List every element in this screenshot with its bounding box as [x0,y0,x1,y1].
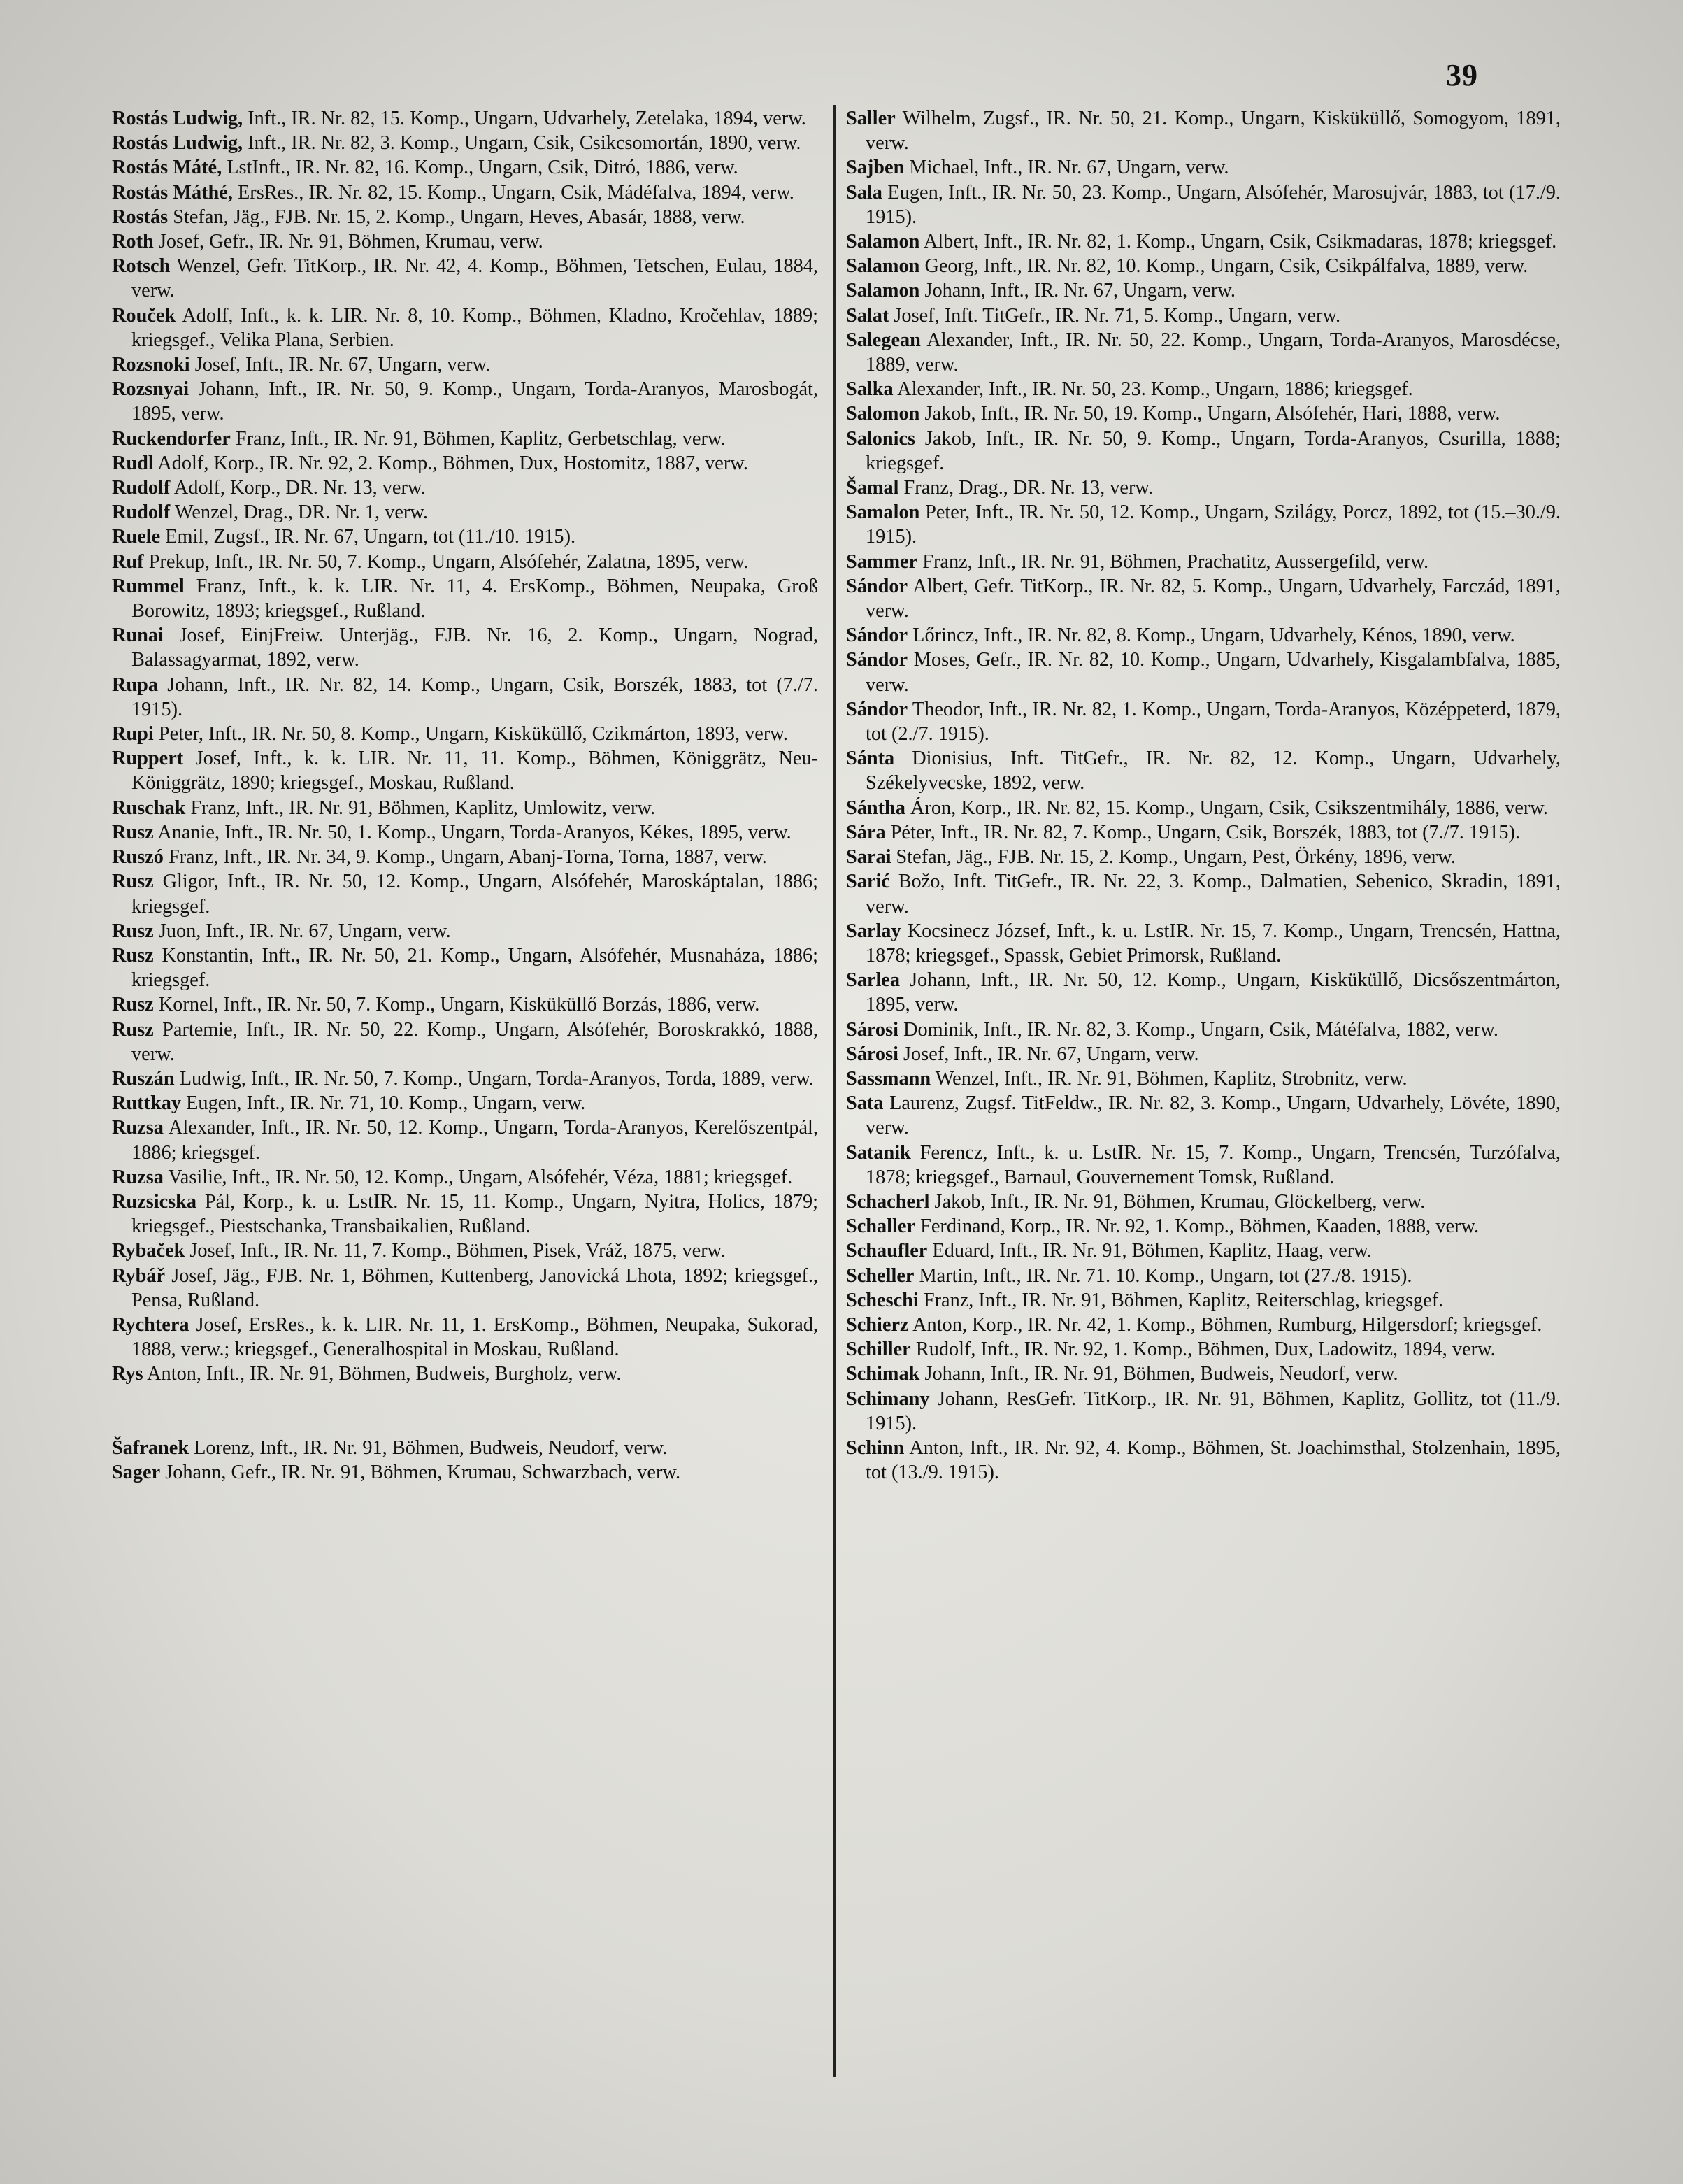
entry-details: ErsRes., IR. Nr. 82, 15. Komp., Ungarn, Csik, Mádéfalva, 1894, verw. [237,181,794,204]
register-entry [112,131,818,155]
entry-name: Salonics [846,427,916,450]
entry-name: Ruszán [112,1067,175,1090]
register-entry [112,722,818,746]
entry-name: Sarlay [846,920,901,942]
entry-name: Ruzsa [112,1117,164,1139]
entry-name: Schaufler [846,1240,928,1262]
entry-details: Josef, Inft. TitGefr., IR. Nr. 71, 5. Komp., Ungarn, verw. [894,304,1341,327]
entry-details: Johann, Gefr., IR. Nr. 91, Böhmen, Krumau, Schwarzbach, verw. [165,1461,681,1483]
register-entry [846,1362,1561,1386]
entry-name: Rybář [112,1264,166,1287]
entry-details: Josef, Inft., k. k. LIR. Nr. 11, 11. Komp., Böhmen, Königgrätz, Neu-Königgrätz, 1890; kriegsgef., Moskau, Rußland. [131,748,819,794]
entry-details: Lőrincz, Inft., IR. Nr. 82, 8. Komp., Ungarn, Udvarhely, Kénos, 1890, verw. [912,624,1515,647]
entry-details: Dominik, Inft., IR. Nr. 82, 3. Komp., Ungarn, Csik, Mátéfalva, 1882, verw. [903,1018,1498,1041]
entry-name: Šafranek [112,1436,189,1459]
entry-name: Runai [112,624,164,647]
register-entry [112,500,818,524]
entry-name: Schacherl [846,1190,930,1213]
entry-name: Salat [846,304,889,327]
entry-details: Franz, Inft., IR. Nr. 91, Böhmen, Prachatitz, Aussergefild, verw. [922,550,1429,573]
entry-details: Eduard, Inft., IR. Nr. 91, Böhmen, Kaplitz, Haag, verw. [932,1240,1372,1262]
register-entry [846,278,1561,303]
entry-details: Prekup, Inft., IR. Nr. 50, 7. Komp., Ungarn, Alsófehér, Zalatna, 1895, verw. [148,550,749,573]
register-entry [112,623,818,672]
register-entry [846,1042,1561,1066]
entry-details: Alexander, Inft., IR. Nr. 50, 12. Komp., Ungarn, Torda-Aranyos, Kerelőszentpál, 1886; kriegsgef. [131,1117,818,1164]
entry-details: Josef, Inft., IR. Nr. 11, 7. Komp., Böhmen, Pisek, Vráž, 1875, verw. [189,1240,726,1262]
entry-name: Sárosi [846,1018,898,1041]
register-entry [112,1313,818,1362]
entry-name: Sata [846,1092,884,1115]
entry-name: Samalon [846,501,920,524]
entry-details: Ludwig, Inft., IR. Nr. 50, 7. Komp., Ungarn, Torda-Aranyos, Torda, 1889, verw. [179,1067,814,1090]
entry-details: Adolf, Korp., DR. Nr. 13, verw. [173,477,426,499]
register-entry [112,869,818,918]
register-entry [112,377,818,426]
register-entry [846,401,1561,426]
register-entry [112,476,818,500]
register-entry [846,1436,1561,1485]
register-entry [846,1313,1561,1337]
register-entry [112,229,818,254]
entry-details: Partemie, Inft., IR. Nr. 50, 22. Komp., Ungarn, Alsófehér, Boroskrakkó, 1888, verw. [131,1018,818,1065]
entry-details: Josef, ErsRes., k. k. LIR. Nr. 11, 1. ErsKomp., Böhmen, Neupaka, Sukorad, 1888, verw.; kriegsgef., Generalhospital in Moskau, Rußland. [131,1313,818,1361]
entry-name: Salegean [846,329,921,351]
entry-details: Ferdinand, Korp., IR. Nr. 92, 1. Komp., Böhmen, Kaaden, 1888, verw. [920,1215,1480,1238]
entry-name: Satanik [846,1141,911,1164]
register-entry [112,304,818,352]
entry-name: Rouček [112,304,176,327]
entry-details: Josef, Inft., IR. Nr. 67, Ungarn, verw. [903,1043,1199,1065]
entry-name: Rys [112,1363,143,1385]
entry-name: Schiller [846,1339,911,1361]
entry-name: Sánta [846,748,895,770]
register-entry [846,697,1561,746]
entry-details: Peter, Inft., IR. Nr. 50, 12. Komp., Ungarn, Szilágy, Porcz, 1892, tot (15.–30./9. 1915). [866,501,1561,548]
entry-name: Sala [846,181,882,204]
entry-details: Franz, Inft., IR. Nr. 91, Böhmen, Kaplitz, Gerbetschlag, verw. [235,427,726,450]
entry-name: Rusz [112,821,154,843]
register-entry [846,623,1561,648]
entry-name: Sárosi [846,1043,898,1065]
register-entry [112,746,818,795]
entry-details: Albert, Gefr. TitKorp., IR. Nr. 82, 5. Komp., Ungarn, Udvarhely, Farczád, 1891, verw. [866,575,1561,622]
register-entry [112,1066,818,1091]
entry-details: Vasilie, Inft., IR. Nr. 50, 12. Komp., Ungarn, Alsófehér, Véza, 1881; kriegsgef. [168,1166,793,1188]
register-entry [112,1018,818,1066]
entry-details: Stefan, Jäg., FJB. Nr. 15, 2. Komp., Ungarn, Pest, Örkény, 1896, verw. [896,846,1456,869]
entry-name: Rozsnyai [112,378,189,401]
entry-details: Eugen, Inft., IR. Nr. 50, 23. Komp., Ungarn, Alsófehér, Marosujvár, 1883, tot (17./9. 1915). [866,181,1561,228]
entry-details: Wilhelm, Zugsf., IR. Nr. 50, 21. Komp., Ungarn, Kisküküllő, Somogyom, 1891, verw. [866,108,1561,155]
entry-name: Ruckendorfer [112,427,231,450]
entry-details: Juon, Inft., IR. Nr. 67, Ungarn, verw. [158,920,451,942]
entry-details: Josef, Inft., IR. Nr. 67, Ungarn, verw. [194,354,491,376]
entry-details: Pál, Korp., k. u. LstIR. Nr. 15, 11. Komp., Ungarn, Nyitra, Holics, 1879; kriegsgef., Piestschanka, Transbaikalien, Rußland. [131,1190,818,1238]
entry-details: Inft., IR. Nr. 82, 3. Komp., Ungarn, Csik, Csikcsomortán, 1890, verw. [248,132,801,155]
entry-name: Rusz [112,871,154,893]
entry-name: Scheschi [846,1289,919,1311]
register-entry [846,1264,1561,1288]
entry-name: Rostás [112,206,169,228]
entry-name: Rudolf [112,477,171,499]
entry-name: Saller [846,108,896,129]
register-entry [846,1288,1561,1313]
entry-name: Salomon [846,403,920,425]
entry-name: Ruttkay [112,1092,182,1115]
column-divider [833,105,836,2077]
entry-name: Salamon [846,231,920,253]
entry-name: Sajben [846,157,905,179]
entry-details: Johann, Inft., IR. Nr. 82, 14. Komp., Ungarn, Csik, Borszék, 1883, tot (7./7. 1915). [131,673,818,720]
register-entry [846,820,1561,845]
entry-name: Schimany [846,1387,930,1410]
register-entry [112,1264,818,1313]
entry-details: Franz, Inft., k. k. LIR. Nr. 11, 4. ErsKomp., Böhmen, Neupaka, Groß Borowitz, 1893; kriegsgef., Rußland. [131,575,819,622]
register-entry [112,205,818,229]
entry-details: Theodor, Inft., IR. Nr. 82, 1. Komp., Ungarn, Torda-Aranyos, Középpeterd, 1879, tot (2./7. 1915). [866,698,1561,745]
entry-details: Michael, Inft., IR. Nr. 67, Ungarn, verw. [909,157,1229,179]
entry-name: Sándor [846,649,908,671]
entry-name: Rusz [112,920,154,942]
register-entry [112,1091,818,1115]
register-entry [846,1214,1561,1239]
entry-details: Konstantin, Inft., IR. Nr. 50, 21. Komp., Ungarn, Alsófehér, Musnaháza, 1886; kriegsgef. [131,944,819,992]
entry-name: Šamal [846,477,899,499]
entry-name: Sára [846,821,886,843]
section-gap [112,1387,818,1436]
register-entry [112,673,818,722]
entry-details: Dionisius, Inft. TitGefr., IR. Nr. 82, 12. Komp., Ungarn, Udvarhely, Székelyvecske, 1892, verw. [866,748,1561,794]
entry-details: Anton, Korp., IR. Nr. 42, 1. Komp., Böhmen, Rumburg, Hilgersdorf; kriegsgef. [912,1313,1542,1336]
entry-details: Wenzel, Inft., IR. Nr. 91, Böhmen, Kaplitz, Strobnitz, verw. [935,1067,1408,1090]
register-entry [846,106,1561,155]
entry-name: Ruf [112,550,144,573]
register-entry [846,1091,1561,1140]
register-entry [846,229,1561,254]
register-entry [112,796,818,820]
register-entry [846,500,1561,549]
register-entry [846,254,1561,278]
entry-details: LstInft., IR. Nr. 82, 16. Komp., Ungarn, Csik, Ditró, 1886, verw. [227,157,738,179]
entry-name: Sarić [846,871,890,893]
entry-details: Alexander, Inft., IR. Nr. 50, 22. Komp., Ungarn, Torda-Aranyos, Marosdécse, 1889, verw. [866,329,1561,376]
register-entry [846,180,1561,229]
entry-name: Rudl [112,452,154,474]
entry-details: Franz, Drag., DR. Nr. 13, verw. [903,477,1154,499]
entry-details: Áron, Korp., IR. Nr. 82, 15. Komp., Ungarn, Csik, Csikszentmihály, 1886, verw. [910,797,1548,819]
entry-details: Lorenz, Inft., IR. Nr. 91, Böhmen, Budweis, Neudorf, verw. [194,1436,668,1459]
register-entry [112,1436,818,1460]
entry-name: Rozsnoki [112,354,190,376]
entry-name: Schierz [846,1313,909,1336]
entry-details: Jakob, Inft., IR. Nr. 50, 19. Komp., Ungarn, Alsófehér, Hari, 1888, verw. [924,403,1501,425]
entry-details: Adolf, Korp., IR. Nr. 92, 2. Komp., Böhmen, Dux, Hostomitz, 1887, verw. [157,452,748,474]
entry-details: Anton, Inft., IR. Nr. 92, 4. Komp., Böhmen, St. Joachimsthal, Stolzenhain, 1895, tot (13./9. 1915). [866,1436,1561,1484]
register-entry [112,254,818,303]
register-entry [846,427,1561,476]
entry-name: Rusz [112,944,154,966]
entry-details: Stefan, Jäg., FJB. Nr. 15, 2. Komp., Ungarn, Heves, Abasár, 1888, verw. [173,206,745,228]
entry-name: Rotsch [112,255,171,278]
entry-details: Inft., IR. Nr. 82, 15. Komp., Ungarn, Udvarhely, Zetelaka, 1894, verw. [248,108,806,129]
register-entry [112,820,818,845]
register-entry [846,869,1561,918]
register-entry [846,1239,1561,1263]
register-entry [846,968,1561,1017]
register-entry [846,377,1561,401]
entry-name: Roth [112,231,154,253]
entry-details: Alexander, Inft., IR. Nr. 50, 23. Komp., Ungarn, 1886; kriegsgef. [897,378,1413,401]
entry-details: Ferencz, Inft., k. u. LstIR. Nr. 15, 7. Komp., Ungarn, Trencsén, Turzófalva, 1878; kriegsgef., Barnaul, Gouvernement Tomsk, Rußland. [866,1141,1561,1188]
register-entry [846,550,1561,574]
entry-name: Salamon [846,255,920,278]
entry-details: Josef, Gefr., IR. Nr. 91, Böhmen, Krumau, verw. [158,231,543,253]
entry-details: Martin, Inft., IR. Nr. 71. 10. Komp., Ungarn, tot (27./8. 1915). [919,1264,1412,1287]
entry-details: Johann, Inft., IR. Nr. 50, 12. Komp., Ungarn, Kisküküllő, Dicsőszentmárton, 1895, verw. [866,969,1561,1016]
entry-name: Rummel [112,575,185,597]
register-entry [846,304,1561,328]
page-number: 39 [1446,58,1478,92]
entry-details: Franz, Inft., IR. Nr. 34, 9. Komp., Ungarn, Abanj-Torna, Torna, 1887, verw. [168,846,767,869]
entry-details: Franz, Inft., IR. Nr. 91, Böhmen, Kaplitz, Reiterschlag, kriegsgef. [923,1289,1444,1311]
register-entry [846,328,1561,377]
entry-details: Jakob, Inft., IR. Nr. 50, 9. Komp., Ungarn, Torda-Aranyos, Csurilla, 1888; kriegsgef. [866,427,1561,474]
entry-name: Rostás Máthé, [112,181,233,204]
register-entry [846,746,1561,795]
entry-name: Rostás Máté, [112,157,222,179]
entry-details: Josef, EinjFreiw. Unterjäg., FJB. Nr. 16, 2. Komp., Ungarn, Nograd, Balassagyarmat, 1892, verw. [131,624,818,671]
register-entry [112,845,818,869]
register-entry [112,1165,818,1190]
entry-name: Rybaček [112,1240,185,1262]
entry-details: Kocsinecz József, Inft., k. u. LstIR. Nr. 15, 7. Komp., Ungarn, Trencsén, Hattna, 1878; kriegsgef., Spassk, Gebiet Primorsk, Rußland. [866,920,1561,966]
entry-details: Peter, Inft., IR. Nr. 50, 8. Komp., Ungarn, Kisküküllő, Czikmárton, 1893, verw. [158,723,788,745]
entry-details: Johann, Inft., IR. Nr. 91, Böhmen, Budweis, Neudorf, verw. [924,1363,1398,1385]
entry-details: Emil, Zugsf., IR. Nr. 67, Ungarn, tot (11./10. 1915). [165,526,576,548]
register-entry [112,919,818,943]
register-entry [846,574,1561,623]
entry-name: Sántha [846,797,905,819]
entry-details: Wenzel, Drag., DR. Nr. 1, verw. [174,501,428,524]
entry-name: Ruschak [112,797,186,819]
entry-details: Adolf, Inft., k. k. LIR. Nr. 8, 10. Komp., Böhmen, Kladno, Kročehlav, 1889; kriegsgef., Velika Plana, Serbien. [131,304,818,351]
register-entry [112,1362,818,1386]
register-entry [846,1387,1561,1436]
register-entry [846,155,1561,180]
register-entry [846,796,1561,820]
register-entry [112,524,818,549]
register-entry [846,1337,1561,1362]
register-entry [112,992,818,1017]
register-entry [112,1460,818,1485]
entry-name: Rupa [112,673,159,696]
entry-details: Josef, Jäg., FJB. Nr. 1, Böhmen, Kuttenberg, Janovická Lhota, 1892; kriegsgef., Pensa, Rußland. [131,1264,818,1311]
register-entry [112,451,818,476]
entry-name: Rupi [112,723,154,745]
entry-name: Rychtera [112,1313,189,1336]
entry-name: Ruzsicska [112,1190,197,1213]
entry-details: Laurenz, Zugsf. TitFeldw., IR. Nr. 82, 3. Komp., Ungarn, Udvarhely, Lövéte, 1890, verw. [866,1092,1561,1139]
entry-name: Schaller [846,1215,916,1238]
entry-name: Sager [112,1461,161,1483]
entry-details: Georg, Inft., IR. Nr. 82, 10. Komp., Ungarn, Csik, Csikpálfalva, 1889, verw. [924,255,1528,278]
entry-details: Božo, Inft. TitGefr., IR. Nr. 22, 3. Komp., Dalmatien, Sebenico, Skradin, 1891, verw. [866,871,1561,918]
register-entry [112,1239,818,1263]
entry-details: Franz, Inft., IR. Nr. 91, Böhmen, Kaplitz, Umlowitz, verw. [190,797,656,819]
register-entry [112,180,818,205]
entry-name: Sarai [846,846,891,869]
register-entry [846,1018,1561,1042]
entry-details: Péter, Inft., IR. Nr. 82, 7. Komp., Ungarn, Csik, Borszék, 1883, tot (7./7. 1915). [890,821,1521,843]
entry-details: Gligor, Inft., IR. Nr. 50, 12. Komp., Ungarn, Alsófehér, Maroskáptalan, 1886; kriegsgef. [131,871,819,918]
entry-name: Rusz [112,1018,154,1041]
entry-name: Rostás Ludwig, [112,132,243,155]
entry-name: Sándor [846,575,908,597]
entry-name: Sarlea [846,969,901,992]
left-column [112,106,818,1485]
entry-details: Anton, Inft., IR. Nr. 91, Böhmen, Budweis, Burgholz, verw. [147,1363,622,1385]
entry-details: Moses, Gefr., IR. Nr. 82, 10. Komp., Ungarn, Udvarhely, Kisgalambfalva, 1885, verw. [866,649,1561,696]
entry-name: Scheller [846,1264,915,1287]
register-entry [846,648,1561,697]
entry-details: Johann, ResGefr. TitKorp., IR. Nr. 91, Böhmen, Kaplitz, Gollitz, tot (11./9. 1915). [866,1387,1561,1434]
right-column [846,106,1561,1485]
entry-name: Rudolf [112,501,171,524]
entry-name: Schimak [846,1363,920,1385]
entry-name: Schinn [846,1436,905,1459]
entry-details: Wenzel, Gefr. TitKorp., IR. Nr. 42, 4. Komp., Böhmen, Tetschen, Eulau, 1884, verw. [131,255,818,302]
register-entry [112,1190,818,1239]
register-entry [846,845,1561,869]
register-entry [112,427,818,451]
entry-details: Ananie, Inft., IR. Nr. 50, 1. Komp., Ungarn, Torda-Aranyos, Kékes, 1895, verw. [157,821,792,843]
entry-details: Kornel, Inft., IR. Nr. 50, 7. Komp., Ungarn, Kisküküllő Borzás, 1886, verw. [158,994,760,1016]
register-entry [112,106,818,131]
register-entry [112,1115,818,1164]
register-entry [112,943,818,992]
register-entry [112,352,818,377]
register-entry [846,1066,1561,1091]
entry-name: Ruzsa [112,1166,164,1188]
entry-name: Ruele [112,526,161,548]
entry-details: Rudolf, Inft., IR. Nr. 92, 1. Komp., Böhmen, Dux, Ladowitz, 1894, verw. [915,1339,1496,1361]
entry-name: Ruszó [112,846,164,869]
entry-name: Ruppert [112,748,184,770]
entry-name: Sándor [846,624,908,647]
register-entry [846,919,1561,968]
register-entry [112,155,818,180]
register-entry [846,1141,1561,1190]
entry-name: Sándor [846,698,908,720]
register-entry [112,574,818,623]
register-entry [846,476,1561,500]
entry-details: Eugen, Inft., IR. Nr. 71, 10. Komp., Ungarn, verw. [186,1092,586,1115]
entry-details: Johann, Inft., IR. Nr. 50, 9. Komp., Ungarn, Torda-Aranyos, Marosbogát, 1895, verw. [131,378,818,425]
entry-name: Salka [846,378,894,401]
entry-name: Sammer [846,550,918,573]
register-entry [846,1190,1561,1214]
entry-details: Jakob, Inft., IR. Nr. 91, Böhmen, Krumau, Glöckelberg, verw. [934,1190,1426,1213]
entry-name: Sassmann [846,1067,931,1090]
entry-name: Rostás Ludwig, [112,108,243,129]
entry-name: Salamon [846,280,920,302]
entry-details: Albert, Inft., IR. Nr. 82, 1. Komp., Ungarn, Csik, Csikmadaras, 1878; kriegsgef. [923,231,1557,253]
register-entry [112,550,818,574]
entry-name: Rusz [112,994,154,1016]
entry-details: Johann, Inft., IR. Nr. 67, Ungarn, verw. [924,280,1236,302]
